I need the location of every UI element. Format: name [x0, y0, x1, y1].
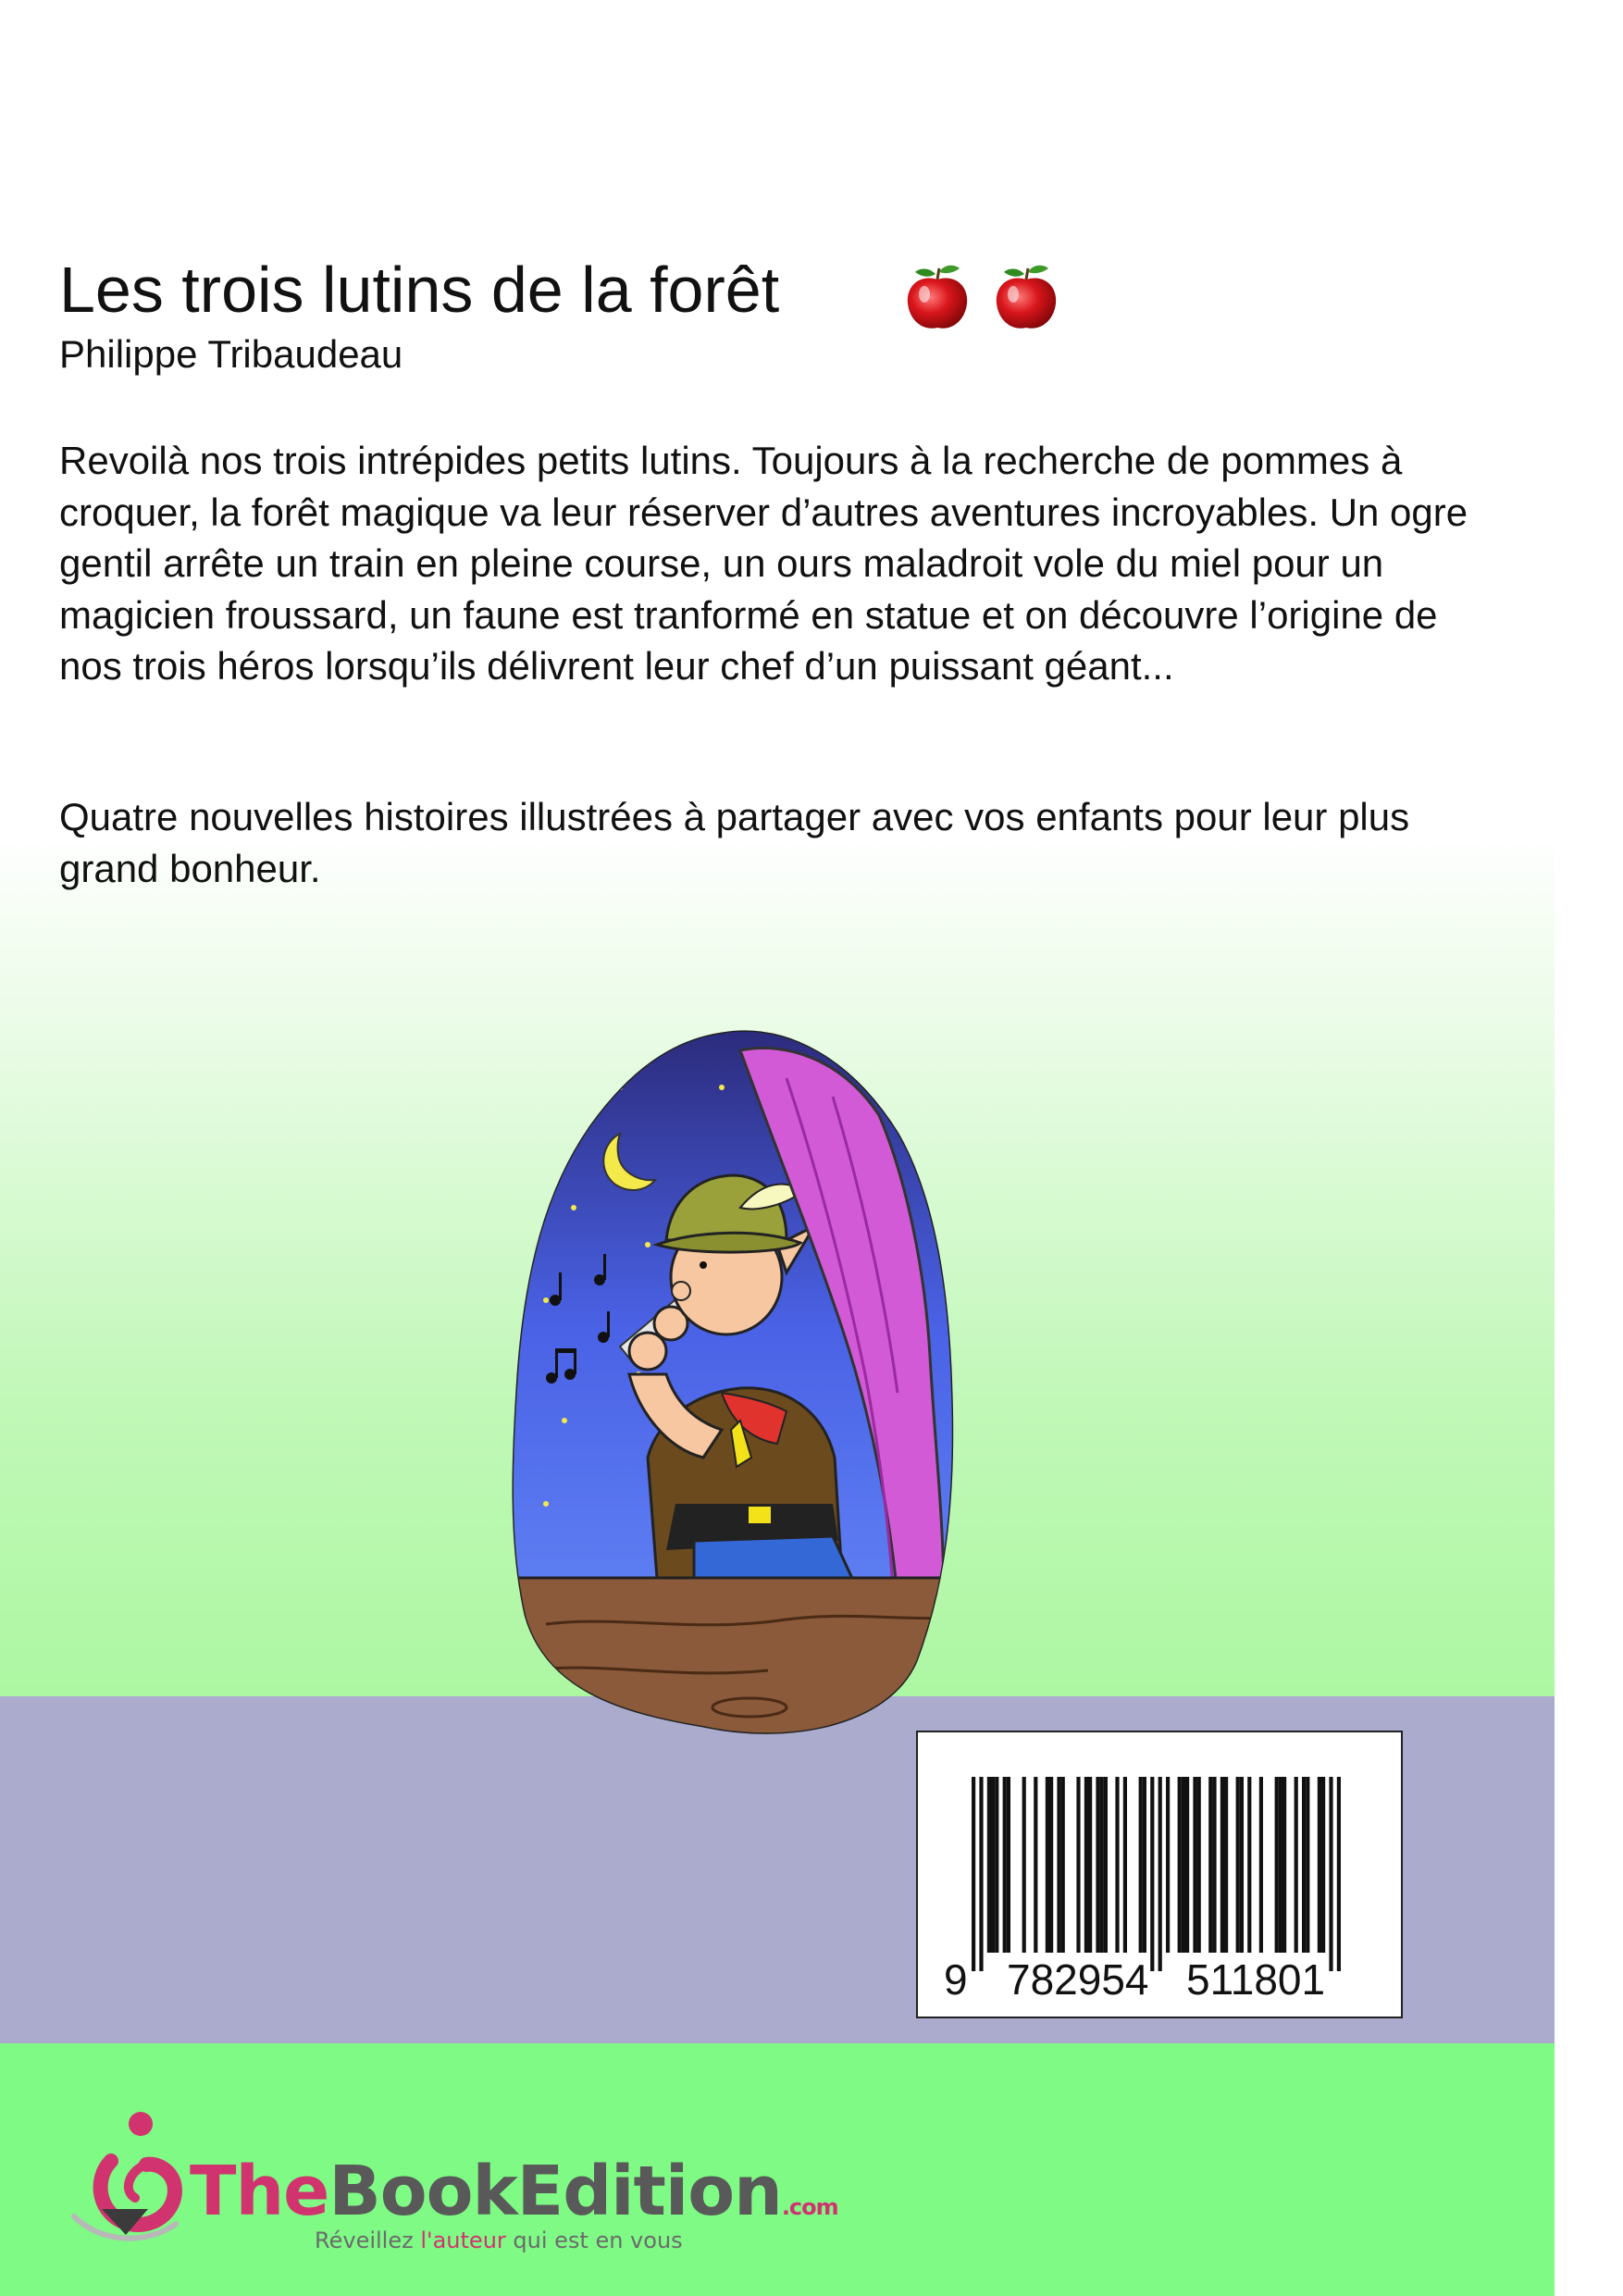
brand-domain: .com: [781, 2194, 838, 2220]
apple-rating: [902, 261, 1069, 335]
barcode-bar: [1166, 1777, 1170, 1953]
barcode-bar: [1321, 1777, 1325, 1953]
isbn-barcode: [916, 1731, 1403, 2018]
swirl-person-icon: [74, 2112, 176, 2239]
barcode-bar: [1003, 1777, 1007, 1953]
barcode-bar: [1306, 1777, 1309, 1953]
barcode-bar: [1329, 1777, 1332, 1971]
apple-icon: [997, 266, 1056, 329]
tagline-before: Réveillez: [315, 2228, 421, 2253]
barcode-bar: [1096, 1777, 1099, 1953]
book-author: Philippe Tribaudeau: [59, 332, 403, 376]
barcode-bar: [1115, 1777, 1119, 1953]
barcode-bar: [1182, 1777, 1185, 1953]
barcode-bar: [1178, 1777, 1182, 1953]
barcode-digit-group-3: 511801: [1186, 1955, 1326, 2004]
book-title: Les trois lutins de la forêt: [59, 254, 780, 326]
brand-name-the: The: [190, 2152, 329, 2231]
tagline-highlight: l'auteur: [420, 2228, 506, 2253]
barcode-bar: [1259, 1777, 1263, 1953]
barcode-bar: [1185, 1777, 1189, 1953]
barcode-bar: [1295, 1777, 1298, 1953]
barcode-bar: [1057, 1777, 1060, 1953]
barcode-bar: [1139, 1777, 1143, 1953]
barcode-bar: [1123, 1777, 1127, 1953]
barcode-bar: [1076, 1777, 1080, 1953]
barcode-bar: [1197, 1777, 1201, 1953]
barcode-bar: [1240, 1777, 1244, 1953]
barcode-bar: [991, 1777, 995, 1953]
barcode-bar: [1208, 1777, 1212, 1953]
barcode-bar: [1193, 1777, 1196, 1953]
barcode-digit-group-2: 782954: [1007, 1955, 1149, 2004]
barcode-bar: [1088, 1777, 1092, 1953]
barcode-bar: [987, 1777, 991, 1953]
tagline-after: qui est en vous: [505, 2228, 683, 2253]
elf-flute-illustration: [509, 1023, 990, 1744]
svg-text:Réveillez l'auteur qui est en: [315, 2228, 683, 2253]
page-margin: [1555, 0, 1623, 2296]
barcode-bar: [1318, 1777, 1321, 1953]
barcode-bar: [1100, 1777, 1104, 1953]
barcode-bar: [1022, 1777, 1026, 1953]
blurb-paragraph-1: Revoilà nos trois intrépides petits lutins. Toujours à la recherche de pommes à croquer, la forêt magique va leur réserver d’autres aventures incroyables. Un ogre gentil arrête un train en pleine course, un ours maladroit vole du miel pour un magicien froussard, un faune est tranformé en statue et on découvre l’origine de nos trois héros lorsqu’ils délivrent leur chef d’un puissant géant...: [59, 439, 1468, 688]
apple-icon: [908, 266, 967, 329]
barcode-bar: [995, 1777, 998, 1953]
barcode-bar: [1302, 1777, 1306, 1953]
publisher-logo: [65, 2105, 838, 2253]
barcode-bar: [1158, 1777, 1162, 1971]
barcode-digit-group-1: 9: [944, 1955, 968, 2004]
barcode-bar: [1104, 1777, 1108, 1953]
blurb-paragraph-2: Quatre nouvelles histoires illustrées à partager avec vos enfants pour leur plus grand bonheur.: [59, 795, 1410, 890]
barcode-graphic: [918, 1732, 1401, 2017]
barcode-bar: [1275, 1777, 1279, 1953]
barcode-bar: [1034, 1777, 1037, 1953]
barcode-bar: [979, 1777, 983, 1971]
barcode-bar: [1212, 1777, 1216, 1953]
barcode-bar: [1046, 1777, 1049, 1953]
barcode-bar: [1337, 1777, 1341, 1971]
barcode-bar: [1279, 1777, 1282, 1953]
barcode-bar: [1224, 1777, 1228, 1953]
barcode-bar: [1150, 1777, 1154, 1971]
barcode-bar: [1049, 1777, 1053, 1953]
barcode-bar: [972, 1777, 975, 1971]
barcode-bar: [1061, 1777, 1065, 1953]
barcode-bar: [1247, 1777, 1251, 1953]
svg-text:TheBookEdition.com: [190, 2152, 838, 2231]
barcode-bar: [1084, 1777, 1088, 1953]
barcode-bar: [1143, 1777, 1146, 1953]
brand-name-bookedition: BookEdition: [328, 2152, 782, 2231]
barcode-bar: [1236, 1777, 1240, 1953]
barcode-bar: [1282, 1777, 1286, 1953]
barcode-bar: [1007, 1777, 1010, 1953]
barcode-bar: [1220, 1777, 1224, 1953]
